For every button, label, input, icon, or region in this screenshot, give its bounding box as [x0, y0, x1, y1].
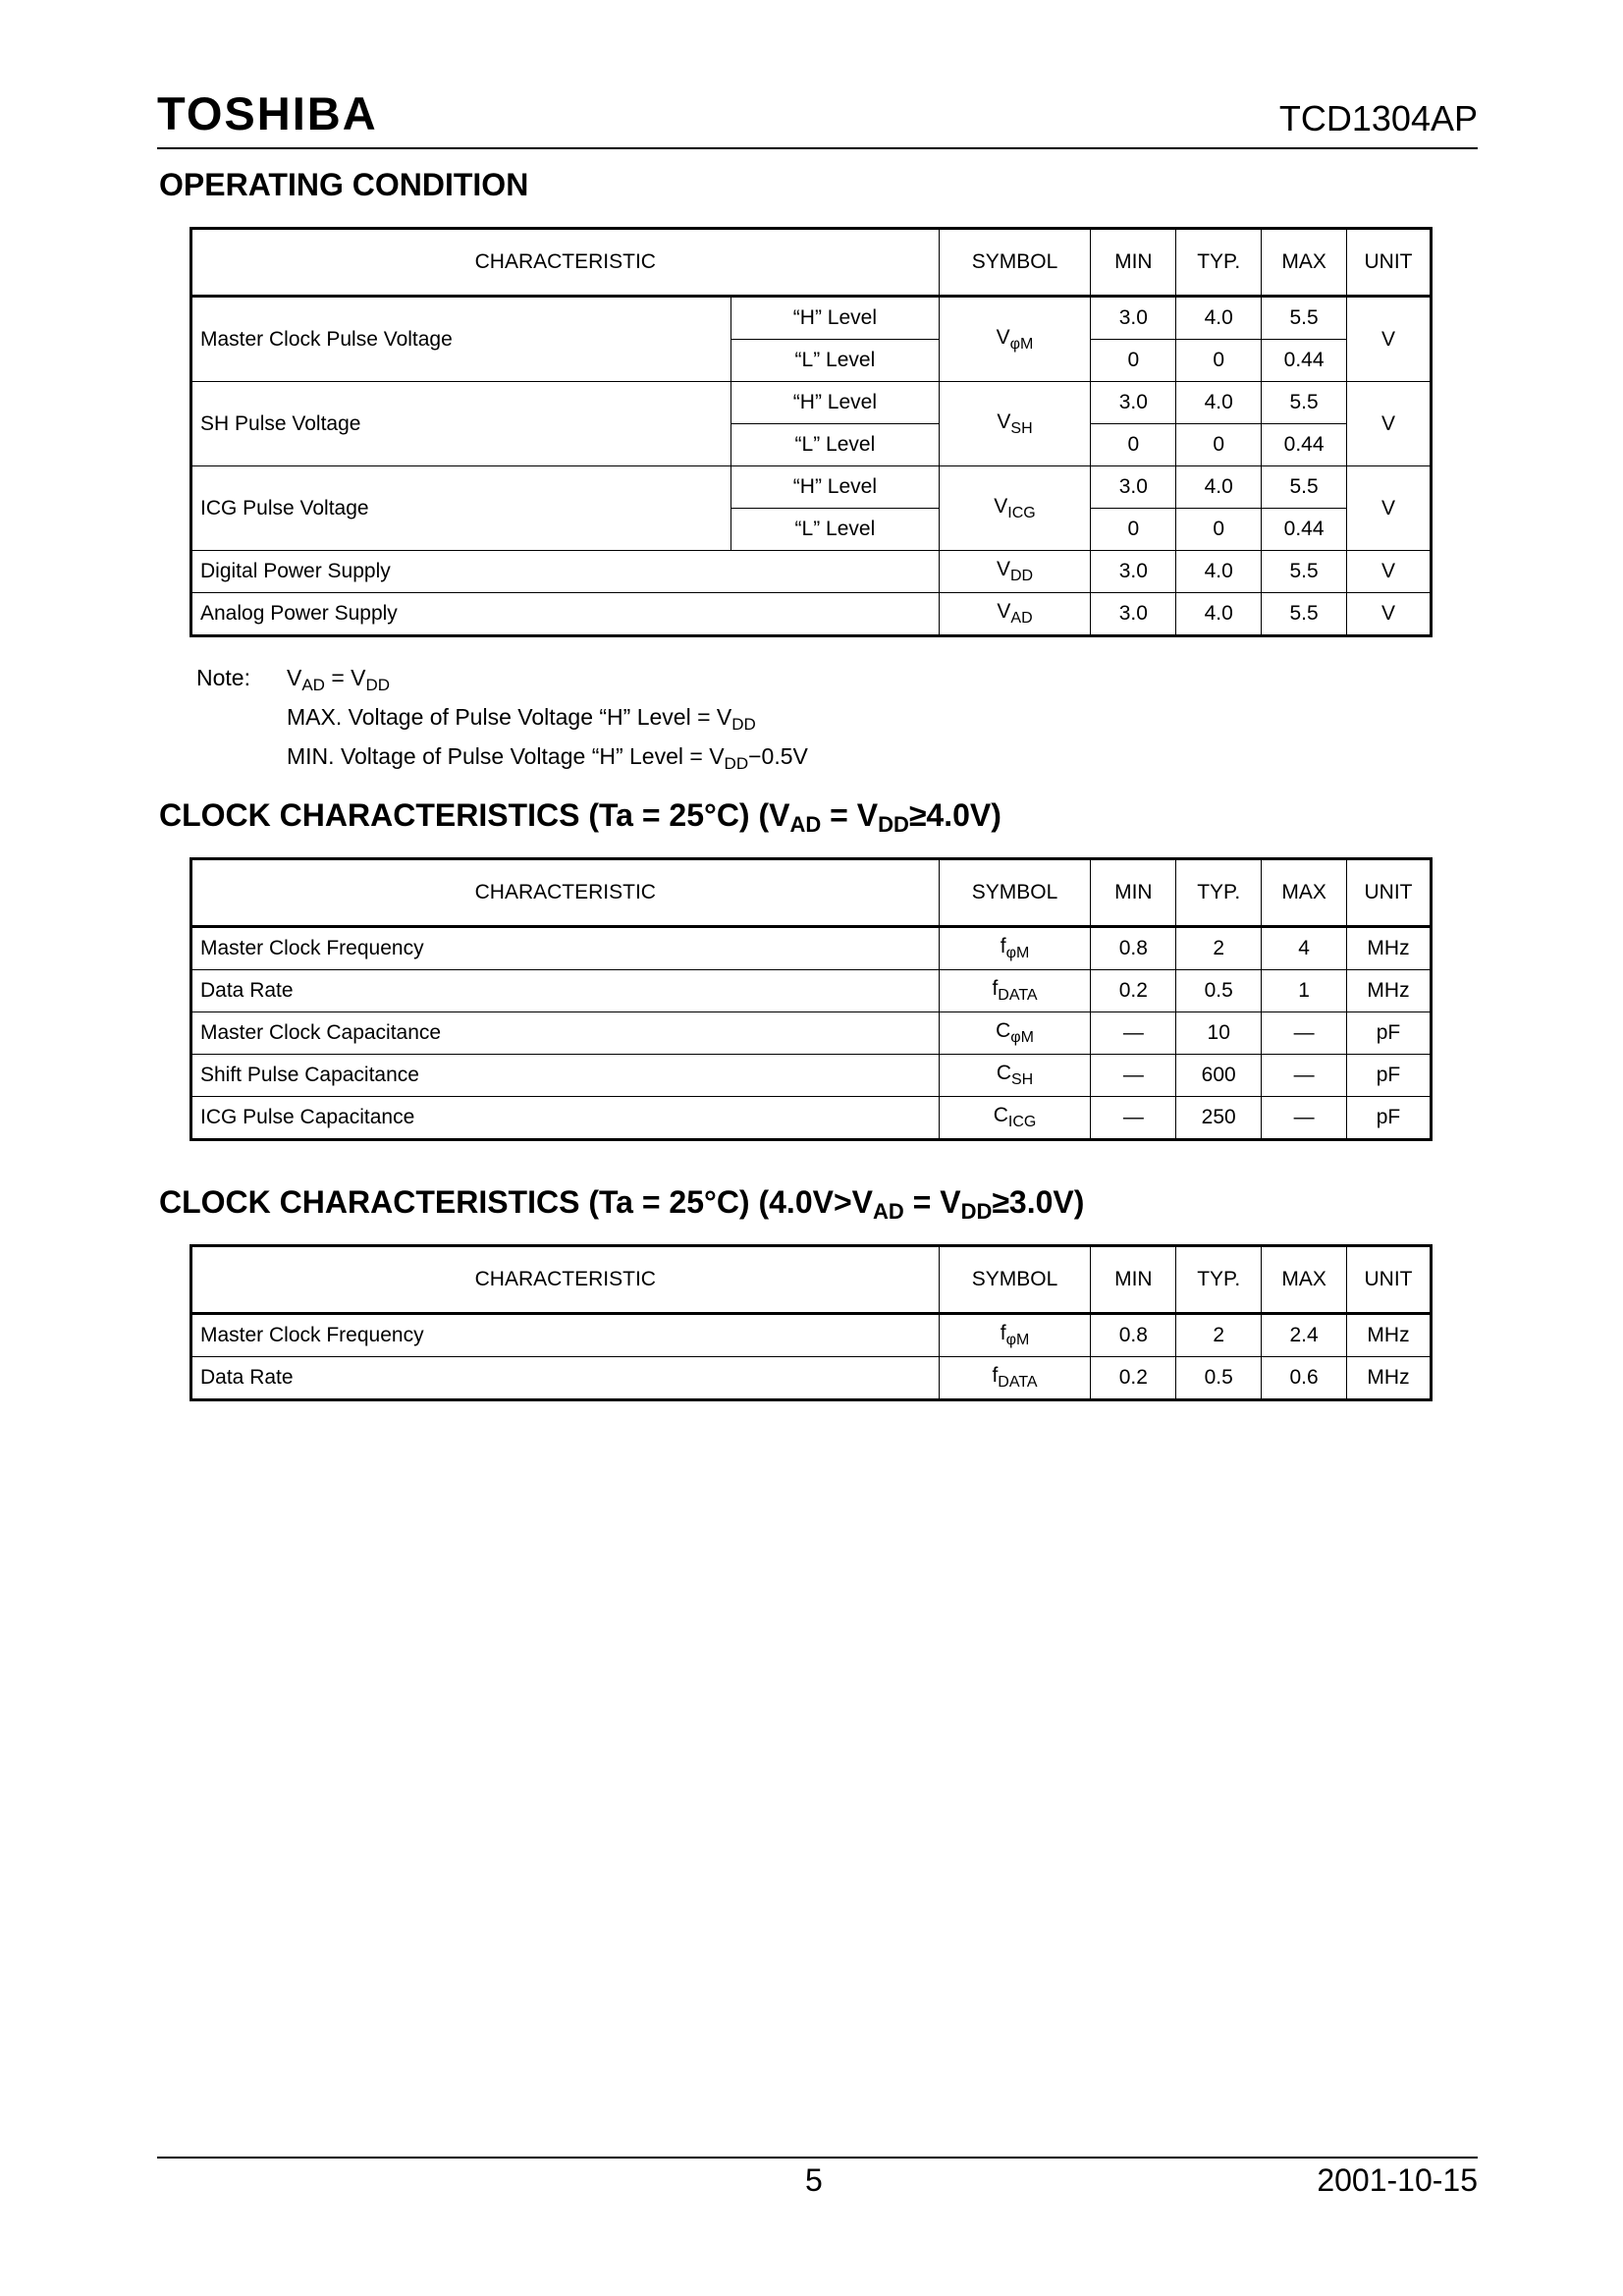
typ-value: 0.5 [1176, 970, 1262, 1012]
col-typ: TYP. [1176, 229, 1262, 297]
table-row [191, 927, 1432, 970]
table-row [191, 1357, 1432, 1400]
col-unit: UNIT [1347, 1246, 1432, 1314]
typ-value: 0 [1176, 340, 1262, 382]
max-value: 0.44 [1262, 509, 1347, 551]
table-header-row [191, 229, 1432, 297]
max-value: 2.4 [1262, 1314, 1347, 1357]
col-min: MIN [1091, 1246, 1176, 1314]
level-label: “H” Level [731, 382, 939, 424]
characteristic-name: Digital Power Supply [191, 551, 940, 593]
unit: V [1347, 297, 1432, 382]
clock-characteristics-title-1: CLOCK CHARACTERISTICS (Ta = 25°C) $(V_{AD} = V_{DD}\ge 4.0V)$ [159, 797, 1001, 837]
col-typ: TYP. [1176, 859, 1262, 927]
min-value: 3.0 [1091, 382, 1176, 424]
col-min: MIN [1091, 229, 1176, 297]
min-value: 3.0 [1091, 593, 1176, 636]
min-value: 0 [1091, 340, 1176, 382]
col-characteristic: CHARACTERISTIC [191, 859, 940, 927]
unit: MHz [1347, 1357, 1432, 1400]
note-label: Note: [196, 665, 250, 690]
unit: V [1347, 382, 1432, 466]
col-min: MIN [1091, 859, 1176, 927]
table-header-row [191, 859, 1432, 927]
min-value: — [1091, 1097, 1176, 1140]
characteristic-name: Analog Power Supply [191, 593, 940, 636]
col-max: MAX [1262, 1246, 1347, 1314]
max-value: 5.5 [1262, 382, 1347, 424]
characteristic-name: Master Clock Pulse Voltage [191, 297, 731, 382]
typ-value: 2 [1176, 1314, 1262, 1357]
min-value: 0.2 [1091, 970, 1176, 1012]
typ-value: 0 [1176, 509, 1262, 551]
unit: pF [1347, 1097, 1432, 1140]
symbol: $V_{AD}$ [939, 593, 1091, 636]
clock-characteristics-title-2: CLOCK CHARACTERISTICS (Ta = 25°C) $(4.0V>V_{AD} = V_{DD}\ge 3.0V)$ [159, 1184, 1085, 1224]
part-number: TCD1304AP [1278, 98, 1478, 138]
level-label: “L” Level [731, 424, 939, 466]
col-unit: UNIT [1347, 229, 1432, 297]
page-number: 5 [805, 2162, 823, 2198]
max-value: 0.44 [1262, 340, 1347, 382]
level-label: “L” Level [731, 340, 939, 382]
clock-characteristics-table-1 [189, 857, 1433, 1141]
typ-value: 0.5 [1176, 1357, 1262, 1400]
symbol: $f_{\varphi M}$ [939, 1314, 1091, 1357]
symbol: $C_{\varphi M}$ [939, 1012, 1091, 1055]
symbol: $f_{\varphi M}$ [939, 927, 1091, 970]
min-value: 0.8 [1091, 1314, 1176, 1357]
unit: MHz [1347, 927, 1432, 970]
max-value: 5.5 [1262, 297, 1347, 340]
level-label: “H” Level [731, 297, 939, 340]
characteristic-name: ICG Pulse Capacitance [191, 1097, 940, 1140]
characteristic-name: Data Rate [191, 970, 940, 1012]
toshiba-logo: TOSHIBA [157, 87, 378, 139]
table-header-row [191, 1246, 1432, 1314]
table-row [191, 1097, 1432, 1140]
max-value: 5.5 [1262, 593, 1347, 636]
unit: pF [1347, 1055, 1432, 1097]
typ-value: 4.0 [1176, 382, 1262, 424]
operating-condition-table [189, 227, 1433, 637]
table-row [191, 1012, 1432, 1055]
min-value: 3.0 [1091, 297, 1176, 340]
symbol: $V_{DD}$ [939, 551, 1091, 593]
typ-value: 4.0 [1176, 297, 1262, 340]
table-row [191, 466, 1432, 509]
symbol: $V_{SH}$ [939, 382, 1091, 466]
typ-value: 2 [1176, 927, 1262, 970]
footer-rule [157, 2157, 1478, 2159]
max-value: 1 [1262, 970, 1347, 1012]
col-max: MAX [1262, 859, 1347, 927]
symbol: $f_{DATA}$ [939, 1357, 1091, 1400]
table-row [191, 593, 1432, 636]
min-value: 0 [1091, 509, 1176, 551]
max-value: 0.44 [1262, 424, 1347, 466]
table-row [191, 1055, 1432, 1097]
max-value: — [1262, 1012, 1347, 1055]
unit: V [1347, 593, 1432, 636]
note-line-2: MAX. Voltage of Pulse Voltage “H” Level = $V_{DD}$ [287, 704, 756, 734]
characteristic-name: Master Clock Frequency [191, 1314, 940, 1357]
max-value: 4 [1262, 927, 1347, 970]
clock-characteristics-table-2 [189, 1244, 1433, 1401]
min-value: 3.0 [1091, 466, 1176, 509]
typ-value: 600 [1176, 1055, 1262, 1097]
note-line-1: $V_{AD} = V_{DD}$ [287, 665, 391, 694]
note-line-3: MIN. Voltage of Pulse Voltage “H” Level = $V_{DD}-0.5V$ [287, 743, 808, 773]
symbol: $V_{\varphi M}$ [939, 297, 1091, 382]
max-value: 5.5 [1262, 551, 1347, 593]
table-row [191, 970, 1432, 1012]
max-value: — [1262, 1097, 1347, 1140]
col-characteristic: CHARACTERISTIC [191, 1246, 940, 1314]
level-label: “L” Level [731, 509, 939, 551]
col-characteristic: CHARACTERISTIC [191, 229, 940, 297]
col-max: MAX [1262, 229, 1347, 297]
col-symbol: SYMBOL [939, 1246, 1091, 1314]
unit: pF [1347, 1012, 1432, 1055]
characteristic-name: Shift Pulse Capacitance [191, 1055, 940, 1097]
typ-value: 4.0 [1176, 466, 1262, 509]
characteristic-name: Master Clock Frequency [191, 927, 940, 970]
unit: V [1347, 466, 1432, 551]
typ-value: 4.0 [1176, 551, 1262, 593]
max-value: 0.6 [1262, 1357, 1347, 1400]
unit: MHz [1347, 1314, 1432, 1357]
unit: MHz [1347, 970, 1432, 1012]
max-value: — [1262, 1055, 1347, 1097]
typ-value: 4.0 [1176, 593, 1262, 636]
col-typ: TYP. [1176, 1246, 1262, 1314]
max-value: 5.5 [1262, 466, 1347, 509]
operating-condition-title: OPERATING CONDITION [159, 167, 529, 202]
min-value: — [1091, 1012, 1176, 1055]
symbol: $C_{SH}$ [939, 1055, 1091, 1097]
symbol: $f_{DATA}$ [939, 970, 1091, 1012]
symbol: $C_{ICG}$ [939, 1097, 1091, 1140]
min-value: 3.0 [1091, 551, 1176, 593]
characteristic-name: SH Pulse Voltage [191, 382, 731, 466]
table-row [191, 297, 1432, 340]
page-header [157, 84, 1478, 149]
revision-date: 2001-10-15 [1317, 2162, 1478, 2198]
characteristic-name: ICG Pulse Voltage [191, 466, 731, 551]
min-value: 0 [1091, 424, 1176, 466]
col-unit: UNIT [1347, 859, 1432, 927]
min-value: — [1091, 1055, 1176, 1097]
typ-value: 0 [1176, 424, 1262, 466]
level-label: “H” Level [731, 466, 939, 509]
min-value: 0.8 [1091, 927, 1176, 970]
table-row [191, 1314, 1432, 1357]
unit: V [1347, 551, 1432, 593]
col-symbol: SYMBOL [939, 229, 1091, 297]
characteristic-name: Data Rate [191, 1357, 940, 1400]
symbol: $V_{ICG}$ [939, 466, 1091, 551]
min-value: 0.2 [1091, 1357, 1176, 1400]
col-symbol: SYMBOL [939, 859, 1091, 927]
characteristic-name: Master Clock Capacitance [191, 1012, 940, 1055]
table-row [191, 551, 1432, 593]
typ-value: 250 [1176, 1097, 1262, 1140]
table-row [191, 382, 1432, 424]
typ-value: 10 [1176, 1012, 1262, 1055]
